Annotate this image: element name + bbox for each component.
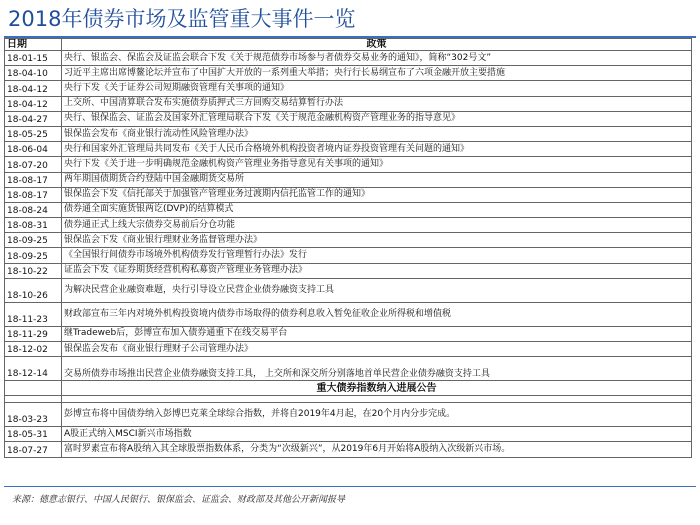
section-header-row xyxy=(5,381,692,396)
row-event: 银保监会发布《商业银行理财子公司管理办法》 xyxy=(62,342,692,357)
row-event: 交易所债券市场推出民营企业债券融资支持工具， 上交所和深交所分别落地首单民营企业债券融资支持工具 xyxy=(62,357,692,381)
row-event: 央行和国家外汇管理局共同发布《关于人民币合格境外机构投资者境内证券投资管理有关问题的通知》 xyxy=(62,142,692,157)
section-header-blank xyxy=(5,381,62,396)
row-date: 18-07-27 xyxy=(5,442,62,457)
row-event: 央行、银保监会、证监会及国家外汇管理局联合下发《关于规范金融机构资产管理业务的指导意见》 xyxy=(62,111,692,126)
row-event: 富时罗素宣布将A股纳入其全球股票指数体系，分类为“次级新兴”，从2019年6月开始将A股纳入次级新兴市场。 xyxy=(62,442,692,457)
row-date: 18-10-22 xyxy=(5,263,62,278)
table-row xyxy=(5,342,692,357)
footer-divider xyxy=(4,486,696,487)
table-row xyxy=(5,172,692,187)
table-row xyxy=(5,81,692,96)
table-row xyxy=(5,427,692,442)
row-date: 18-04-27 xyxy=(5,111,62,126)
row-event: 财政部宣布三年内对境外机构投资境内债券市场取得的债券利息收入暂免征收企业所得税和增值税 xyxy=(62,302,692,326)
row-event: 央行下发《关于进一步明确规范金融机构资产管理业务指导意见有关事项的通知》 xyxy=(62,157,692,172)
row-event: 《全国银行间债券市场境外机构债券发行管理暂行办法》发行 xyxy=(62,248,692,263)
row-event: 为解决民营企业融资难题，央行引导设立民营企业债券融资支持工具 xyxy=(62,278,692,302)
table-row xyxy=(5,302,692,326)
events-table xyxy=(4,38,692,458)
spacer-cell xyxy=(62,396,692,403)
row-event: 银保监会下发《信托部关于加强管产管理业务过渡期内信托监管工作的通知》 xyxy=(62,187,692,202)
spacer-cell xyxy=(5,396,62,403)
row-date: 18-05-31 xyxy=(5,427,62,442)
table-row xyxy=(5,263,692,278)
table-row xyxy=(5,111,692,126)
row-event: 债券通正式上线大宗债券交易前后分仓功能 xyxy=(62,218,692,233)
table-row xyxy=(5,233,692,248)
table-row xyxy=(5,66,692,81)
row-date: 18-08-17 xyxy=(5,187,62,202)
row-date: 18-08-17 xyxy=(5,172,62,187)
row-event: 继Tradeweb后，彭博宣布加入债券通重下在线交易平台 xyxy=(62,326,692,341)
row-date: 18-12-02 xyxy=(5,342,62,357)
spacer-row xyxy=(5,396,692,403)
row-date: 18-11-23 xyxy=(5,302,62,326)
row-date: 18-04-12 xyxy=(5,81,62,96)
row-date: 18-09-25 xyxy=(5,248,62,263)
column-header-policy: 政策 xyxy=(62,39,692,51)
table-row xyxy=(5,51,692,66)
row-date: 18-04-12 xyxy=(5,96,62,111)
row-event: 习近平主席出席博鳌论坛并宣布了中国扩大开放的一系列重大举措；央行行长易纲宣布了六项金融开放主要措施 xyxy=(62,66,692,81)
table-row xyxy=(5,157,692,172)
row-date: 18-08-24 xyxy=(5,202,62,217)
row-event: 银保监会发布《商业银行流动性风险管理办法》 xyxy=(62,126,692,141)
column-header-date: 日期 xyxy=(5,39,62,51)
row-date: 18-08-31 xyxy=(5,218,62,233)
row-event: 银保监会下发《商业银行理财业务监督管理办法》 xyxy=(62,233,692,248)
row-event: 两年期国债期货合约登陆中国金融期货交易所 xyxy=(62,172,692,187)
row-event: 央行、银监会、保监会及证监会联合下发《关于规范债券市场参与者债券交易业务的通知》，简称“302号文” xyxy=(62,51,692,66)
table-row xyxy=(5,202,692,217)
row-date: 18-12-14 xyxy=(5,357,62,381)
row-event: 彭博宣布将中国债券纳入彭博巴克莱全球综合指数，并将自2019年4月起，在20个月内分步完成。 xyxy=(62,403,692,427)
table-row xyxy=(5,218,692,233)
table-row xyxy=(5,126,692,141)
page-title: 2018年债券市场及监管重大事件一览 xyxy=(8,7,356,31)
row-date: 18-04-10 xyxy=(5,66,62,81)
table-row xyxy=(5,96,692,111)
row-event: 央行下发《关于证券公司短期融资管理有关事项的通知》 xyxy=(62,81,692,96)
source-note: 来源：德意志银行、中国人民银行、银保监会、证监会、财政部及其他公开新闻报导 xyxy=(12,495,346,505)
table-row xyxy=(5,357,692,381)
row-event: 债券通全面实施货银两讫(DVP)的结算模式 xyxy=(62,202,692,217)
row-event: 证监会下发《证券期货经营机构私募资产管理业务管理办法》 xyxy=(62,263,692,278)
row-date: 18-11-29 xyxy=(5,326,62,341)
row-event: 上交所、中国清算联合发布实施债券质押式三方回购交易结算暂行办法 xyxy=(62,96,692,111)
table-row xyxy=(5,142,692,157)
table-row xyxy=(5,326,692,341)
row-date: 18-01-15 xyxy=(5,51,62,66)
section-header-title: 重大债券指数纳入进展公告 xyxy=(62,381,692,396)
row-date: 18-03-23 xyxy=(5,403,62,427)
table-row xyxy=(5,442,692,457)
events-table-body xyxy=(5,51,692,458)
row-date: 18-05-25 xyxy=(5,126,62,141)
table-row xyxy=(5,278,692,302)
row-date: 18-09-25 xyxy=(5,233,62,248)
table-row xyxy=(5,187,692,202)
row-date: 18-10-26 xyxy=(5,278,62,302)
row-date: 18-07-20 xyxy=(5,157,62,172)
table-row xyxy=(5,248,692,263)
row-date: 18-06-04 xyxy=(5,142,62,157)
table-row xyxy=(5,403,692,427)
row-event: A股正式纳入MSCI新兴市场指数 xyxy=(62,427,692,442)
